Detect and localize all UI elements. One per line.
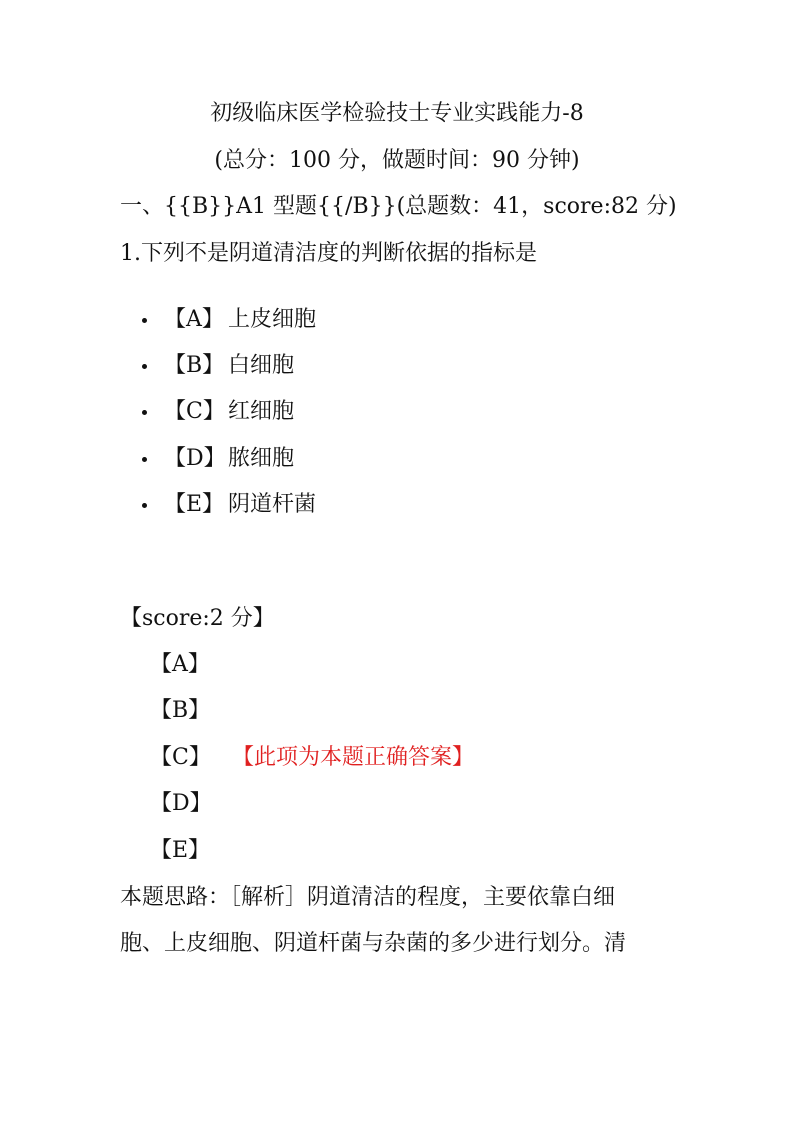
answer-d: 【D】 xyxy=(150,791,212,816)
question-stem: 1.下列不是阴道清洁度的判断依据的指标是 xyxy=(120,241,537,266)
option-e xyxy=(0,485,400,525)
option-label: 【B】 xyxy=(164,353,225,378)
option-text: 红细胞 xyxy=(228,399,295,424)
option-label: 【D】 xyxy=(164,446,226,471)
bullet-icon xyxy=(142,457,147,462)
section-heading: 一、{{B}}A1 型题{{/B}}(总题数：41，score:82 分) xyxy=(120,194,677,219)
option-b xyxy=(0,346,400,386)
answer-a: 【A】 xyxy=(150,652,210,677)
option-a xyxy=(0,300,400,340)
option-text: 脓细胞 xyxy=(228,446,295,471)
correct-answer-note: 【此项为本题正确答案】 xyxy=(232,745,475,770)
bullet-icon xyxy=(142,410,147,415)
option-label: 【C】 xyxy=(164,399,225,424)
bullet-icon xyxy=(142,503,147,508)
answer-c: 【C】 xyxy=(150,745,211,770)
page-title: 初级临床医学检验技士专业实践能力-8 xyxy=(210,101,584,126)
page-subtitle: (总分：100 分，做题时间：90 分钟) xyxy=(214,148,580,173)
answer-b: 【B】 xyxy=(150,698,211,723)
option-label: 【A】 xyxy=(164,307,224,332)
analysis-line-1: 本题思路：［解析］阴道清洁的程度，主要依靠白细 xyxy=(120,885,616,910)
analysis-line-2: 胞、上皮细胞、阴道杆菌与杂菌的多少进行划分。清 xyxy=(120,931,627,956)
option-d xyxy=(0,439,400,479)
option-label: 【E】 xyxy=(164,492,225,517)
score-label: 【score:2 分】 xyxy=(120,606,275,631)
option-text: 上皮细胞 xyxy=(228,307,317,332)
option-text: 阴道杆菌 xyxy=(228,492,317,517)
bullet-icon xyxy=(142,364,147,369)
bullet-icon xyxy=(142,318,147,323)
option-c xyxy=(0,392,400,432)
option-text: 白细胞 xyxy=(228,353,295,378)
answer-e: 【E】 xyxy=(150,838,211,863)
